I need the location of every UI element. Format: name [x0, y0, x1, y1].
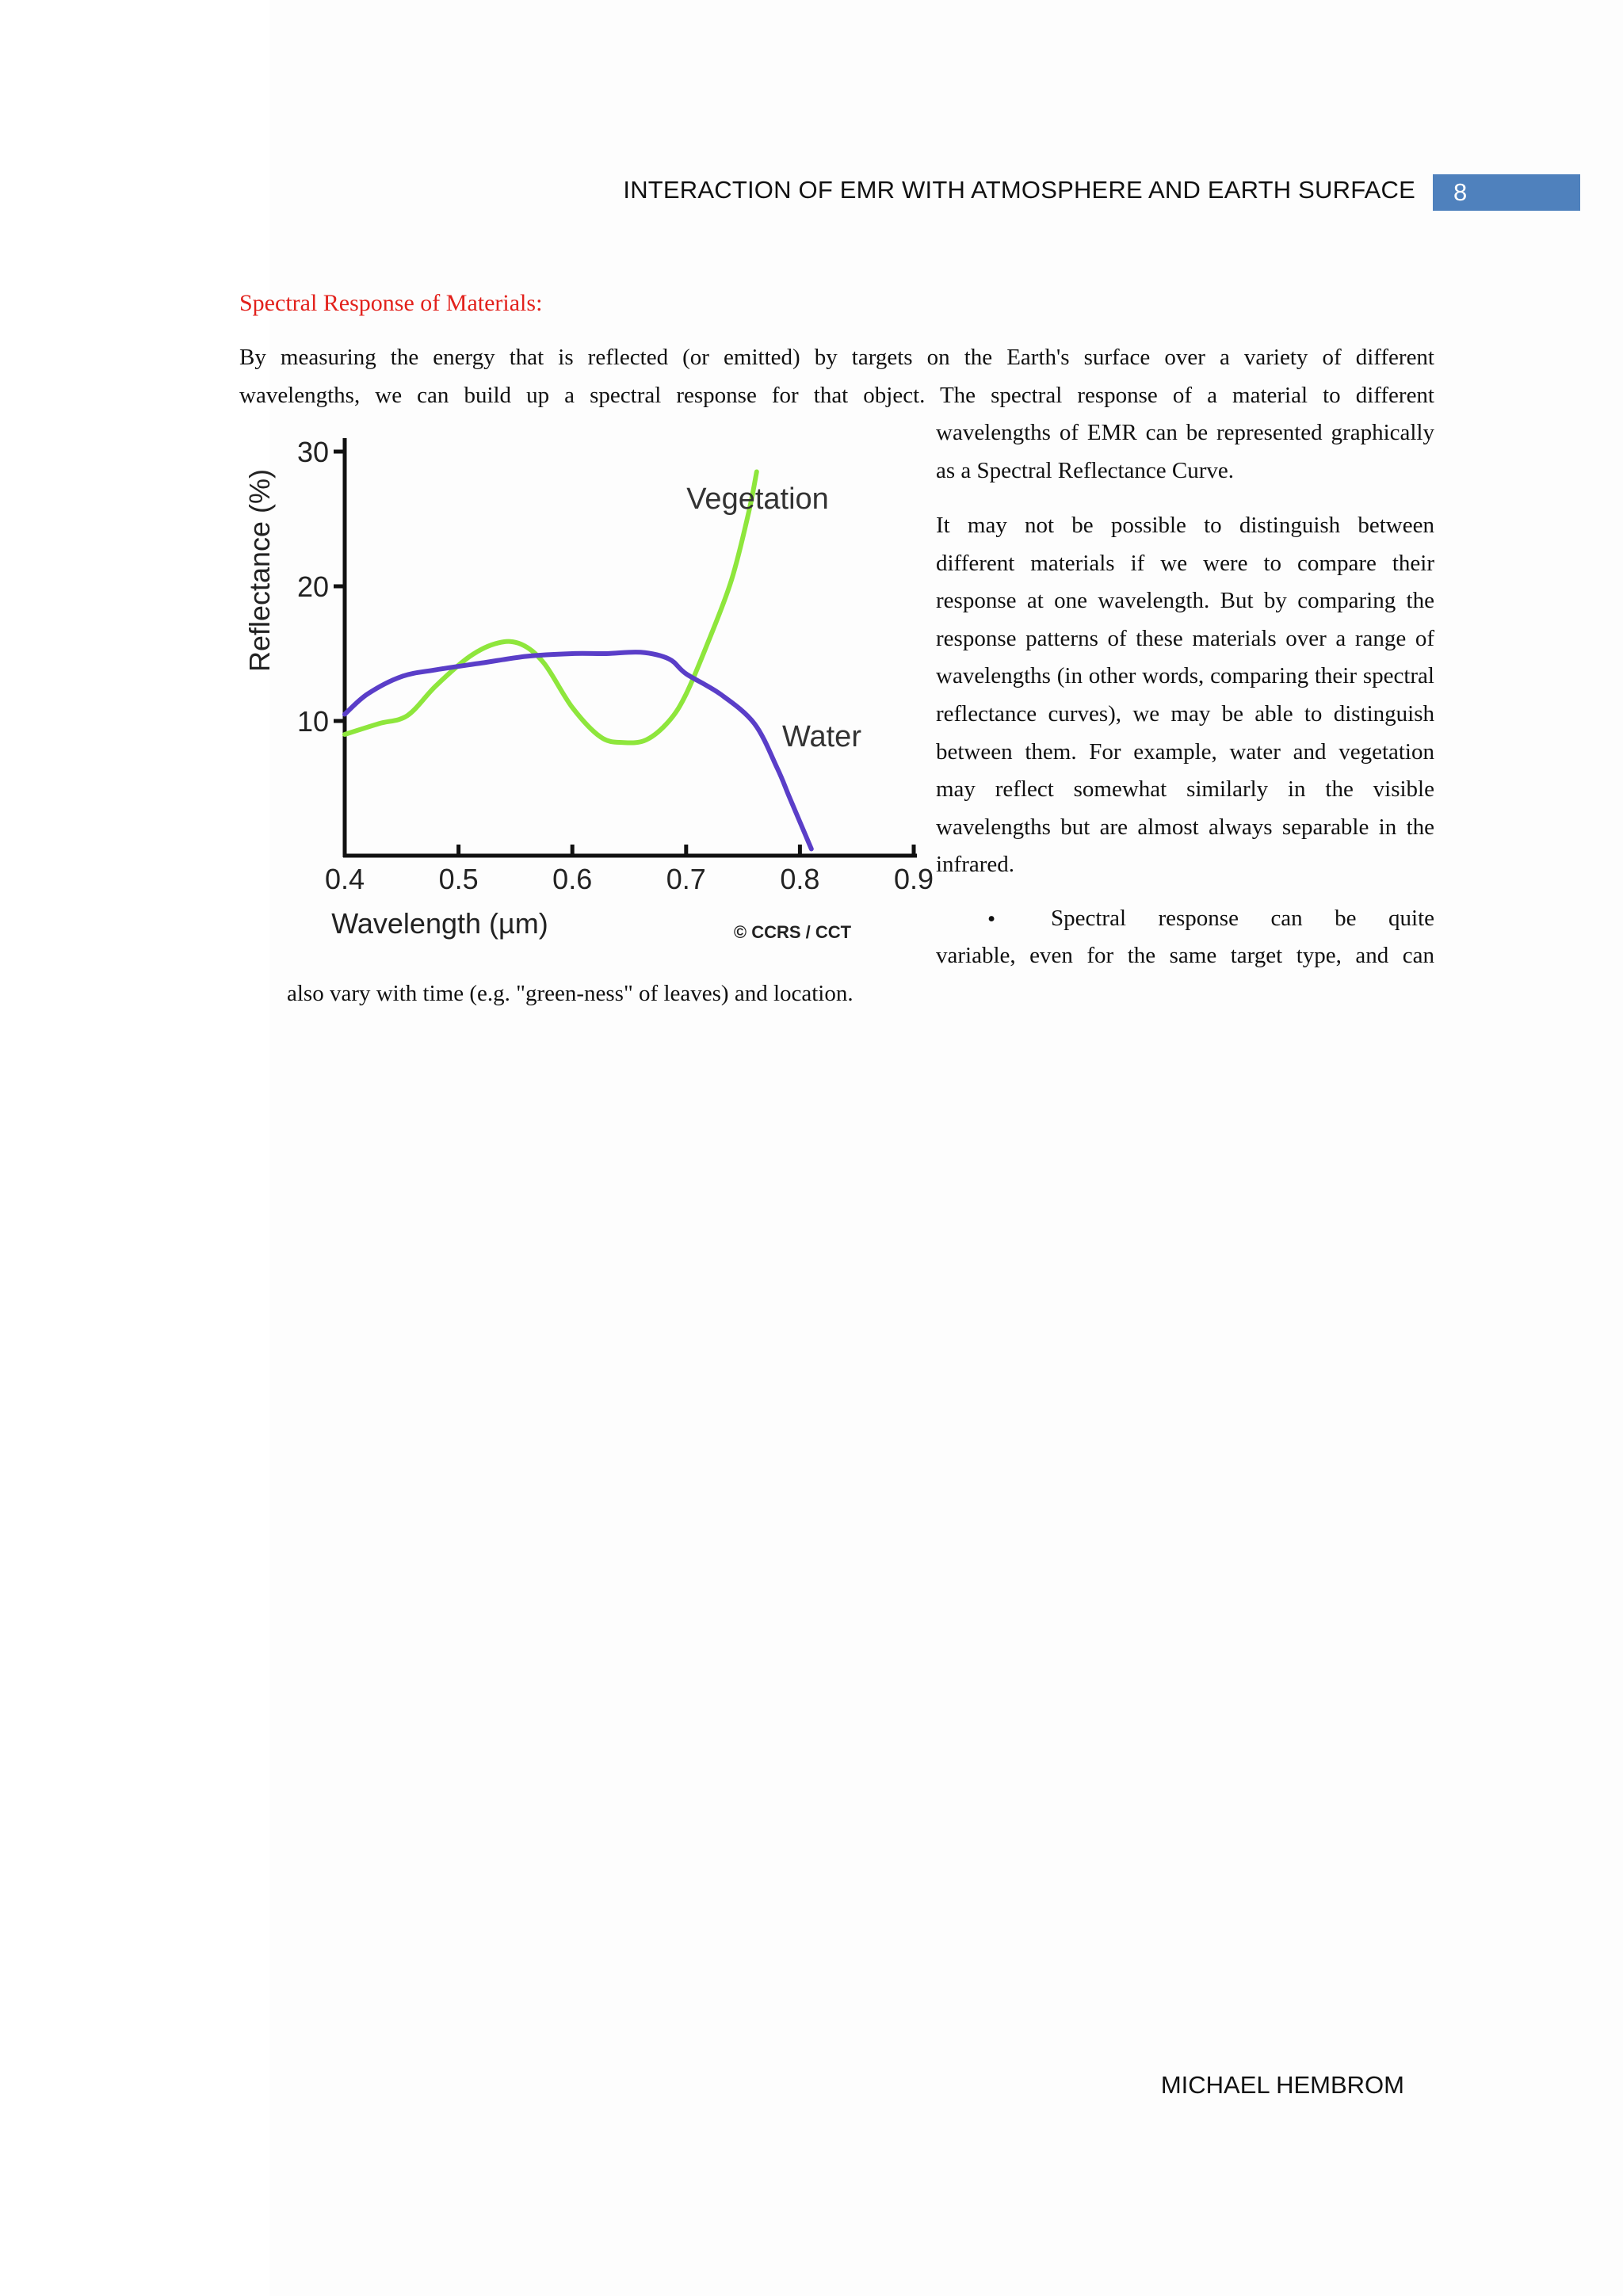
- running-header-title: INTERACTION OF EMR WITH ATMOSPHERE AND EARTH SURFACE: [623, 176, 1415, 204]
- body-line-1: By measuring the energy that is reflected (or emitted) by targets on the Earth's surface over a variety of different: [239, 345, 1434, 370]
- body-line-2: wavelengths, we can build up a spectral response for that object. The spectral response of a material to different: [239, 383, 1434, 408]
- x-axis-label: Wavelength (µm): [331, 907, 548, 940]
- bullet-symbol: •: [987, 906, 996, 932]
- water-series-label: Water: [782, 720, 861, 753]
- chart-axes: [297, 436, 934, 895]
- bullet-line-3: also vary with time (e.g. "green-ness" of leaves) and location.: [287, 981, 854, 1006]
- vegetation-series-label: Vegetation: [686, 482, 829, 516]
- x-tick-label: 0.6: [552, 863, 593, 895]
- chart-svg: [238, 420, 935, 959]
- x-tick-label: 0.7: [666, 863, 706, 895]
- footer-author: MICHAEL HEMBROM: [1160, 2071, 1404, 2099]
- paragraph-1-continued: wavelengths of EMR can be represented graphically as a Spectral Reflectance Curve.: [936, 420, 1434, 483]
- y-tick-label: 10: [296, 705, 329, 738]
- x-tick-label: 0.4: [324, 863, 365, 895]
- x-tick-label: 0.5: [438, 863, 479, 895]
- section-heading: Spectral Response of Materials:: [239, 290, 543, 316]
- x-tick-label: 0.9: [893, 863, 934, 895]
- y-axis-label: Reflectance (%): [243, 468, 276, 673]
- spectral-reflectance-chart: [238, 420, 935, 959]
- y-tick-label: 30: [296, 436, 329, 468]
- paragraph-2: It may not be possible to distinguish between different materials if we were to compare their response at one wavelength. But by comparing the response patterns of these materials over a range of wavelengths (in other words, comparing their spectral reflectance curves), we may be able to distinguish between them. For example, water and vegetation may reflect somewhat similarly in the visible wavelengths but are almost always separable in the infrared.: [936, 513, 1434, 878]
- bullet-line-1: Spectral response can be quite: [1051, 906, 1434, 931]
- chart-series-lines: [345, 472, 812, 849]
- bullet-line-2: variable, even for the same target type, and can: [936, 943, 1434, 968]
- page-number-badge: 8: [1433, 174, 1580, 211]
- series-line-water: [345, 652, 812, 849]
- x-tick-label: 0.8: [780, 863, 820, 895]
- y-tick-label: 20: [296, 570, 329, 603]
- chart-credit: © CCRS / CCT: [733, 922, 852, 942]
